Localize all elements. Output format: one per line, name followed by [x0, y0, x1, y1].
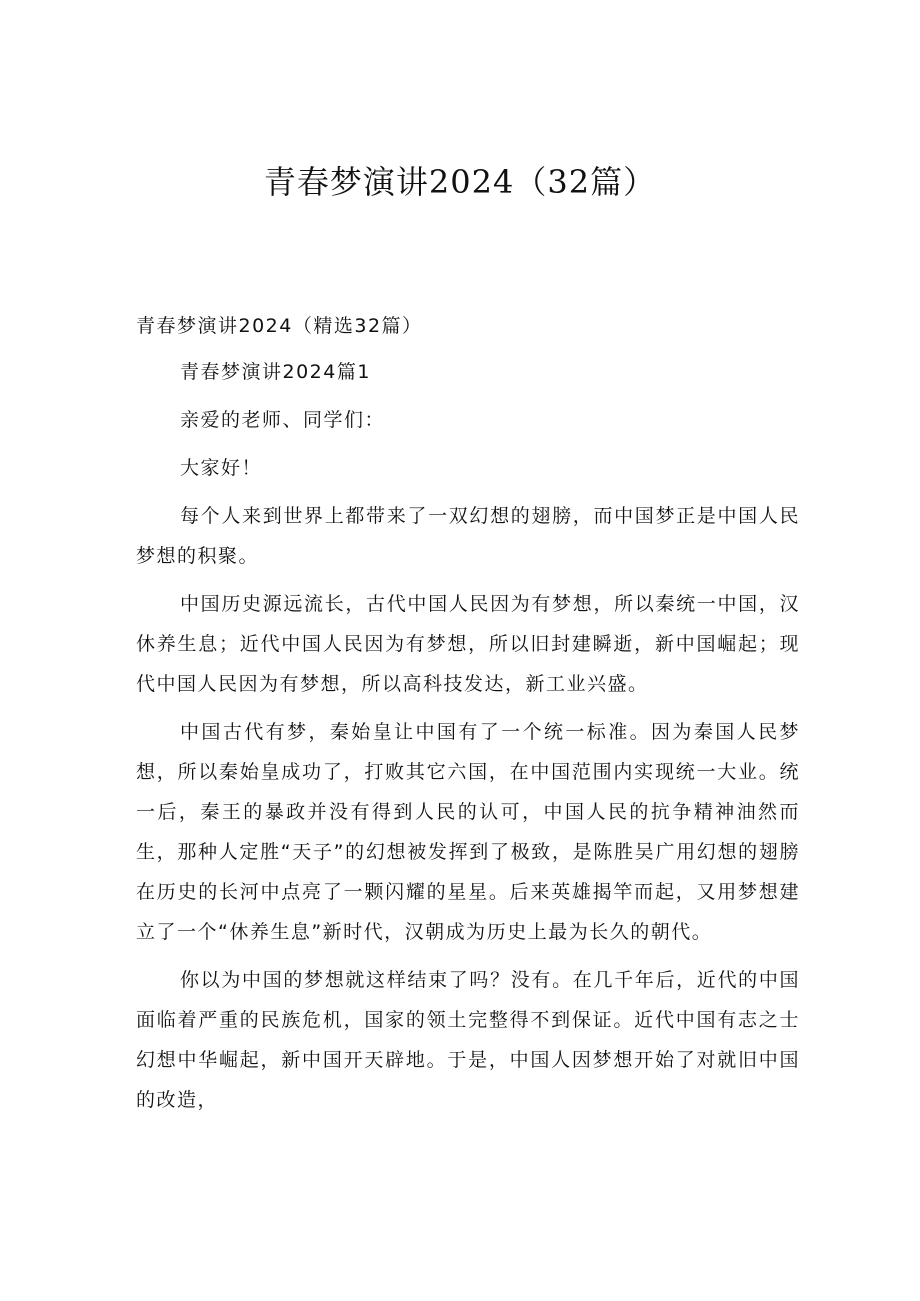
paragraph: 每个人来到世界上都带来了一双幻想的翅膀，而中国梦正是中国人民梦想的积聚。 [136, 505, 800, 567]
section-heading: 青春梦演讲2024篇1 [180, 361, 371, 383]
document-title: 青春梦演讲2024（32篇） [263, 163, 657, 201]
paragraph: 你以为中国的梦想就这样结束了吗？没有。在几千年后，近代的中国面临着严重的民族危机，国家的领土完整得不到保证。近代中国有志之士幻想中华崛起，新中国开天辟地。于是，中国人因梦想开始了对就旧中国的改造， [136, 969, 800, 1111]
salutation: 大家好！ [180, 457, 263, 479]
paragraph: 中国古代有梦，秦始皇让中国有了一个统一标准。因为秦国人民梦想，所以秦始皇成功了，打败其它六国，在中国范围内实现统一大业。统一后，秦王的暴政并没有得到人民的认可，中国人民的抗争精神油然而生，那种人定胜“天子”的幻想被发挥到了极致，是陈胜吴广用幻想的翅膀在历史的长河中点亮了一颗闪耀的星星。后来英雄揭竿而起，又用梦想建立了一个“休养生息”新时代，汉朝成为历史上最为长久的朝代。 [136, 721, 800, 943]
document-body [136, 306, 800, 1128]
greeting: 亲爱的老师、同学们： [180, 409, 386, 431]
subtitle: 青春梦演讲2024（精选32篇） [136, 315, 423, 337]
paragraph: 中国历史源远流长，古代中国人民因为有梦想，所以秦统一中国，汉休养生息；近代中国人民因为有梦想，所以旧封建瞬逝，新中国崛起；现代中国人民因为有梦想，所以高科技发达，新工业兴盛。 [136, 593, 800, 695]
